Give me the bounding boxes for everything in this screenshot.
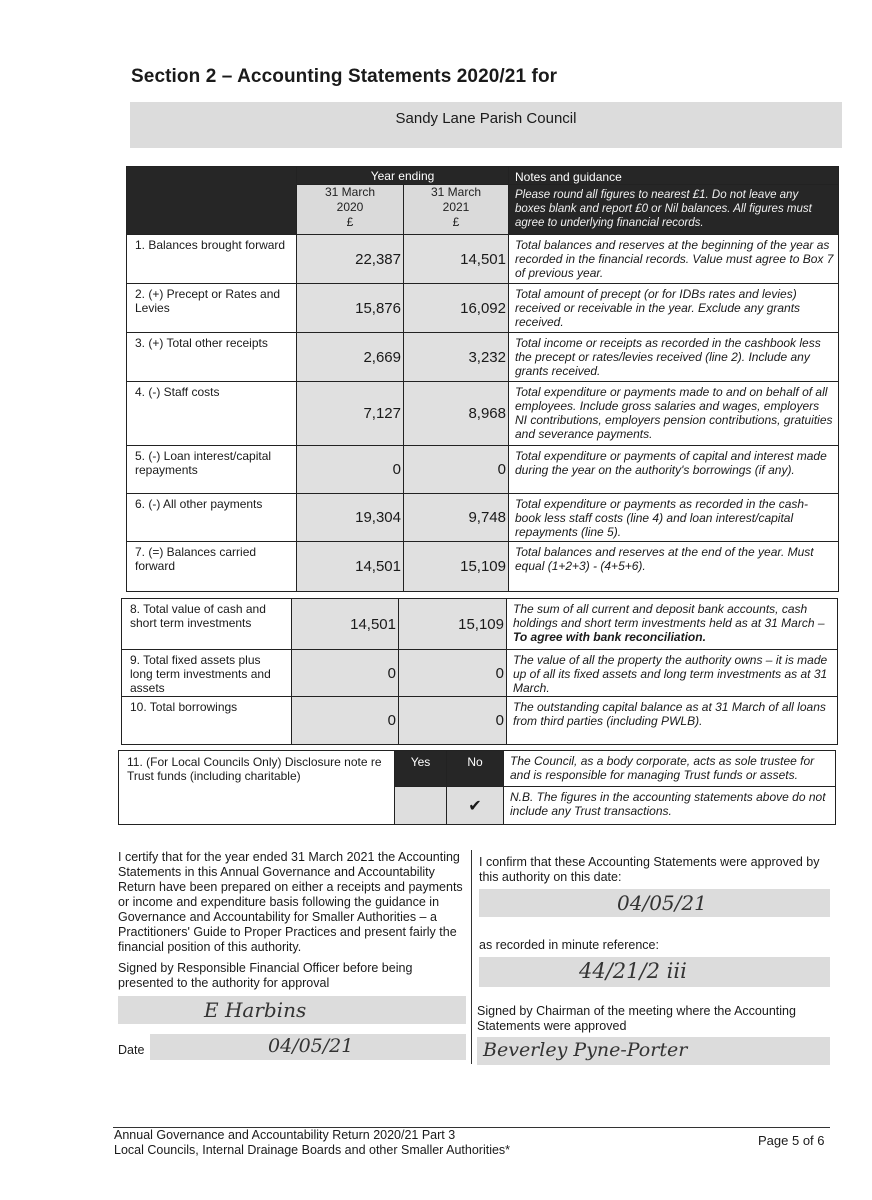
footer-line-1: Annual Governance and Accountability Return 2020/21 Part 3 — [114, 1128, 456, 1142]
year-ending-header: Year ending — [297, 167, 509, 185]
divider — [471, 850, 472, 1064]
rfo-sign-text: Signed by Responsible Financial Officer before being presented to the authority for approval — [118, 961, 413, 990]
col-2021-line1: 31 March — [430, 185, 482, 199]
value-2021: 9,748 — [404, 494, 509, 542]
approval-date-field[interactable] — [479, 889, 830, 917]
row-label: 9. Total fixed assets plus long term investments and assets — [122, 650, 292, 697]
row-note — [507, 599, 838, 650]
approval-date: 04/05/21 — [617, 891, 707, 915]
no-header: No — [447, 751, 504, 787]
no-checkbox[interactable]: ✔ — [447, 787, 504, 825]
approval-text: I confirm that these Accounting Statements were approved by this authority on this date: — [479, 855, 820, 884]
date-label: Date — [118, 1043, 145, 1057]
trust-note-2: N.B. The figures in the accounting statements above do not include any Trust transactions. — [504, 787, 836, 825]
trust-note-1: The Council, as a body corporate, acts as sole trustee for and is responsible for managing Trust funds or assets. — [504, 751, 836, 787]
col-2020-line1: 31 March — [324, 185, 376, 199]
col-2021-line2: 2021 — [442, 200, 470, 214]
value-2020: 0 — [292, 697, 399, 745]
row-label: 8. Total value of cash and short term investments — [122, 599, 292, 650]
table-row — [127, 494, 839, 542]
value-2021: 15,109 — [399, 599, 507, 650]
yes-header: Yes — [395, 751, 447, 787]
row-note: Total expenditure or payments made to and on behalf of all employees. Include gross salaries and wages, employers NI contributions, employers pension contributions, gratuities and severance payments. — [509, 382, 839, 446]
value-2021: 14,501 — [404, 235, 509, 284]
accounting-statements-table — [126, 166, 839, 592]
row-label: 4. (-) Staff costs — [127, 382, 297, 446]
row-note-bold: To agree with bank reconciliation. — [513, 630, 706, 644]
row-note: Total income or receipts as recorded in the cashbook less the precept or rates/levies received (line 2). Include any grants received. — [509, 333, 839, 382]
value-2020: 2,669 — [297, 333, 404, 382]
page-number: Page 5 of 6 — [758, 1133, 825, 1148]
chair-sign-text: Signed by Chairman of the meeting where the Accounting Statements were approved — [477, 1004, 796, 1033]
rfo-certify-text: I certify that for the year ended 31 March 2021 the Accounting Statements in this Annual Governance and Accountability Return have been prepared on either a receipts and payments or income and expenditure basis following the guidance in Governance and Accountability for Smaller Authorities – a Practitioners' Guide to Proper Practices and present fairly the financial position of this authority. — [118, 850, 463, 954]
notes-header: Notes and guidance — [509, 167, 839, 185]
row-label: 6. (-) All other payments — [127, 494, 297, 542]
row-label: 1. Balances brought forward — [127, 235, 297, 284]
row-note: The outstanding capital balance as at 31 March of all loans from third parties (including PWLB). — [507, 697, 838, 745]
section-title: Section 2 – Accounting Statements 2020/21 for — [131, 66, 558, 87]
minute-label: as recorded in minute reference: — [479, 938, 659, 952]
row-note: Total amount of precept (or for IDBs rates and levies) received or receivable in the year. Exclude any grants received. — [509, 284, 839, 333]
row-note: Total expenditure or payments of capital and interest made during the year on the authority's borrowings (if any). — [509, 446, 839, 494]
row-note: Total expenditure or payments as recorded in the cash-book less staff costs (line 4) and loan interest/capital repayments (line 5). — [509, 494, 839, 542]
row-note: The value of all the property the authority owns – it is made up of all its fixed assets and long term investments as at 31 March. — [507, 650, 838, 697]
value-2020: 15,876 — [297, 284, 404, 333]
col-2020-line2: 2020 — [336, 200, 364, 214]
yes-checkbox[interactable] — [395, 787, 447, 825]
value-2021: 0 — [404, 446, 509, 494]
table-row — [122, 650, 838, 697]
table-row — [127, 382, 839, 446]
row-label: 10. Total borrowings — [122, 697, 292, 745]
notes-intro: Please round all figures to nearest £1. Do not leave any boxes blank and report £0 or Nil balances. All figures must agree to underlying financial records. — [509, 185, 839, 235]
assets-table — [121, 598, 838, 745]
footer-text — [114, 1128, 510, 1158]
minute-ref-field[interactable] — [479, 957, 830, 987]
table-row — [127, 235, 839, 284]
value-2021: 16,092 — [404, 284, 509, 333]
value-2020: 0 — [297, 446, 404, 494]
row-label: 3. (+) Total other receipts — [127, 333, 297, 382]
value-2020: 7,127 — [297, 382, 404, 446]
rfo-certification — [118, 850, 470, 991]
table-row — [127, 333, 839, 382]
table-row — [122, 599, 838, 650]
minute-ref: 44/21/2 iii — [579, 959, 687, 983]
row-note-text: The sum of all current and deposit bank accounts, cash holdings and short term investments held as at 31 March – — [513, 602, 825, 630]
row-label: 2. (+) Precept or Rates and Levies — [127, 284, 297, 333]
row-note: Total balances and reserves at the end of the year. Must equal (1+2+3) - (4+5+6). — [509, 542, 839, 592]
col-2021-header — [404, 185, 509, 235]
rfo-date: 04/05/21 — [268, 1035, 354, 1057]
value-2020: 14,501 — [297, 542, 404, 592]
chair-signature-field[interactable] — [477, 1037, 830, 1065]
rfo-signature-field[interactable] — [118, 996, 466, 1024]
value-2021: 15,109 — [404, 542, 509, 592]
table-row — [127, 542, 839, 592]
row-label: 7. (=) Balances carried forward — [127, 542, 297, 592]
value-2021: 8,968 — [404, 382, 509, 446]
col-2020-line3: £ — [346, 215, 354, 229]
authority-name-field — [130, 102, 842, 148]
value-2021: 3,232 — [404, 333, 509, 382]
table-row — [122, 697, 838, 745]
row-note: Total balances and reserves at the beginning of the year as recorded in the financial records. Value must agree to Box 7 of previous year. — [509, 235, 839, 284]
value-2021: 0 — [399, 697, 507, 745]
value-2020: 22,387 — [297, 235, 404, 284]
header-blank — [127, 167, 297, 235]
value-2020: 0 — [292, 650, 399, 697]
value-2020: 19,304 — [297, 494, 404, 542]
rfo-signature: E Harbins — [204, 998, 307, 1022]
row-label: 5. (-) Loan interest/capital repayments — [127, 446, 297, 494]
table-row — [127, 446, 839, 494]
authority-name: Sandy Lane Parish Council — [395, 110, 577, 127]
trust-funds-table — [118, 750, 836, 825]
footer-line-2: Local Councils, Internal Drainage Boards and other Smaller Authorities* — [114, 1143, 511, 1157]
value-2020: 14,501 — [292, 599, 399, 650]
value-2021: 0 — [399, 650, 507, 697]
col-2021-line3: £ — [452, 215, 460, 229]
col-2020-header — [297, 185, 404, 235]
table-row — [127, 284, 839, 333]
rfo-date-field[interactable] — [150, 1034, 466, 1060]
trust-label: 11. (For Local Councils Only) Disclosure note re Trust funds (including charitable) — [119, 751, 395, 825]
chair-signature: Beverley Pyne-Porter — [483, 1039, 688, 1061]
